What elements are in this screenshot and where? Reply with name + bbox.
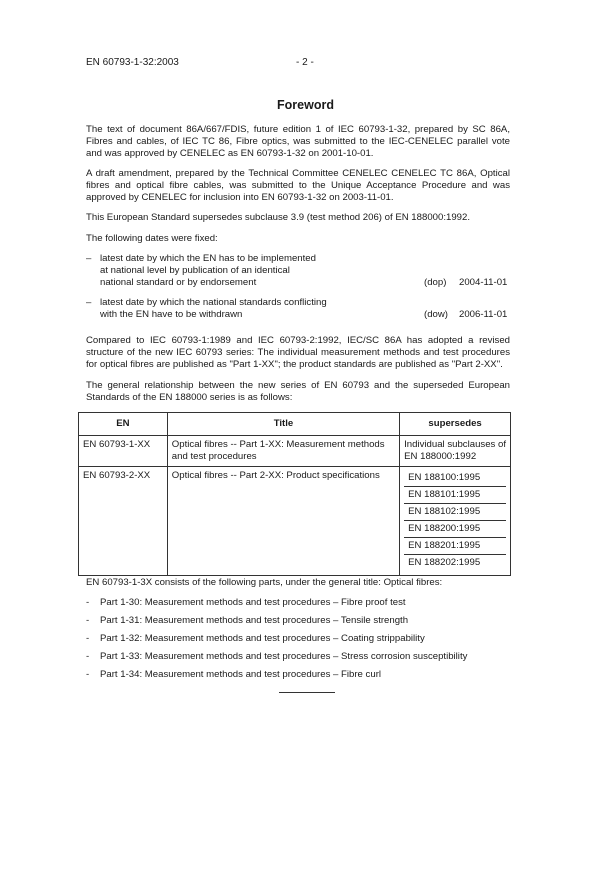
cell-title: Optical fibres -- Part 2-XX: Product specifications bbox=[167, 467, 399, 576]
paragraph-dates-intro: The following dates were fixed: bbox=[86, 233, 218, 244]
table-row bbox=[79, 436, 511, 467]
page-number: - 2 - bbox=[296, 57, 314, 68]
list-item-text: Part 1-33: Measurement methods and test procedures – Stress corrosion susceptibility bbox=[100, 651, 468, 662]
bullet-marker: - bbox=[86, 669, 90, 680]
table-row bbox=[79, 467, 511, 576]
document-id: EN 60793-1-32:2003 bbox=[86, 57, 179, 68]
date-item-line: latest date by which the EN has to be implemented bbox=[100, 253, 316, 264]
cell-en: EN 60793-2-XX bbox=[79, 467, 168, 576]
supersedes-item: EN 188102:1995 bbox=[404, 504, 506, 521]
page-title: Foreword bbox=[277, 98, 334, 112]
date-abbr-dow: (dow) bbox=[424, 309, 448, 320]
paragraph-supersedes: This European Standard supersedes subclause 3.9 (test method 206) of EN 188000:1992. bbox=[86, 212, 470, 223]
bullet-marker: - bbox=[86, 633, 90, 644]
date-item-line: with the EN have to be withdrawn bbox=[100, 309, 243, 321]
list-item-text: Part 1-31: Measurement methods and test procedures – Tensile strength bbox=[100, 615, 409, 626]
bullet-marker: - bbox=[86, 597, 90, 608]
bullet-marker: - bbox=[86, 615, 90, 626]
cell-supersedes: Individual subclauses of EN 188000:1992 bbox=[400, 436, 511, 467]
list-item-text: Part 1-30: Measurement methods and test procedures – Fibre proof test bbox=[100, 597, 406, 608]
list-item-text: Part 1-32: Measurement methods and test procedures – Coating strippability bbox=[100, 633, 425, 644]
cell-en: EN 60793-1-XX bbox=[79, 436, 168, 467]
date-item-line: latest date by which the national standards conflicting bbox=[100, 297, 327, 308]
end-divider bbox=[279, 692, 335, 693]
bullet-marker: - bbox=[86, 651, 90, 662]
column-header-title: Title bbox=[167, 413, 399, 436]
list-item-text: Part 1-34: Measurement methods and test procedures – Fibre curl bbox=[100, 669, 382, 680]
supersedes-item: EN 188200:1995 bbox=[404, 521, 506, 538]
date-value-dow: 2006-11-01 bbox=[459, 309, 508, 320]
date-abbr-dop: (dop) bbox=[424, 277, 447, 288]
supersedes-item: EN 188100:1995 bbox=[404, 470, 506, 487]
supersedes-item: EN 188101:1995 bbox=[404, 487, 506, 504]
column-header-en: EN bbox=[79, 413, 168, 436]
table-header-row bbox=[79, 413, 511, 436]
cell-title: Optical fibres -- Part 1-XX: Measurement methods and test procedures bbox=[167, 436, 399, 467]
paragraph-document-origin: The text of document 86A/667/FDIS, future edition 1 of IEC 60793-1-32, prepared by SC 86A, Fibres and cables, of IEC TC 86, Fibre optics, was submitted to the IEC-CENELEC parallel vote and was approved by CENELEC as EN 60793-1-32 on 2001-10-01. bbox=[86, 124, 510, 160]
paragraph-relationship: The general relationship between the new series of EN 60793 and the superseded European Standards of the EN 188000 series is as follows: bbox=[86, 380, 510, 404]
date-value-dop: 2004-11-01 bbox=[459, 277, 508, 288]
supersedes-item: EN 188201:1995 bbox=[404, 538, 506, 555]
paragraph-draft-amendment: A draft amendment, prepared by the Technical Committee CENELEC CENELEC TC 86A, Optical fibres and optical fibre cables, was submitted to the Unique Acceptance Procedure and was approved by CENELEC for inclusion into EN 60793-1-32 on 2003-11-01. bbox=[86, 168, 510, 204]
dash-marker: – bbox=[86, 297, 92, 308]
column-header-supersedes: supersedes bbox=[400, 413, 511, 436]
dash-marker: – bbox=[86, 253, 92, 264]
standards-table bbox=[78, 412, 511, 576]
date-item-line: at national level by publication of an identical bbox=[100, 265, 290, 277]
date-item-line: national standard or by endorsement bbox=[100, 277, 257, 289]
paragraph-structure: Compared to IEC 60793-1:1989 and IEC 60793-2:1992, IEC/SC 86A has adopted a revised structure of the new IEC 60793 series: The individual measurement methods and test procedures for optical fibres are published as "Part 1-XX"; the product standards are published as "Part 2-XX". bbox=[86, 335, 510, 371]
supersedes-item: EN 188202:1995 bbox=[408, 557, 481, 568]
paragraph-parts-intro: EN 60793-1-3X consists of the following parts, under the general title: Optical fibres: bbox=[86, 577, 443, 588]
cell-supersedes bbox=[400, 467, 511, 576]
